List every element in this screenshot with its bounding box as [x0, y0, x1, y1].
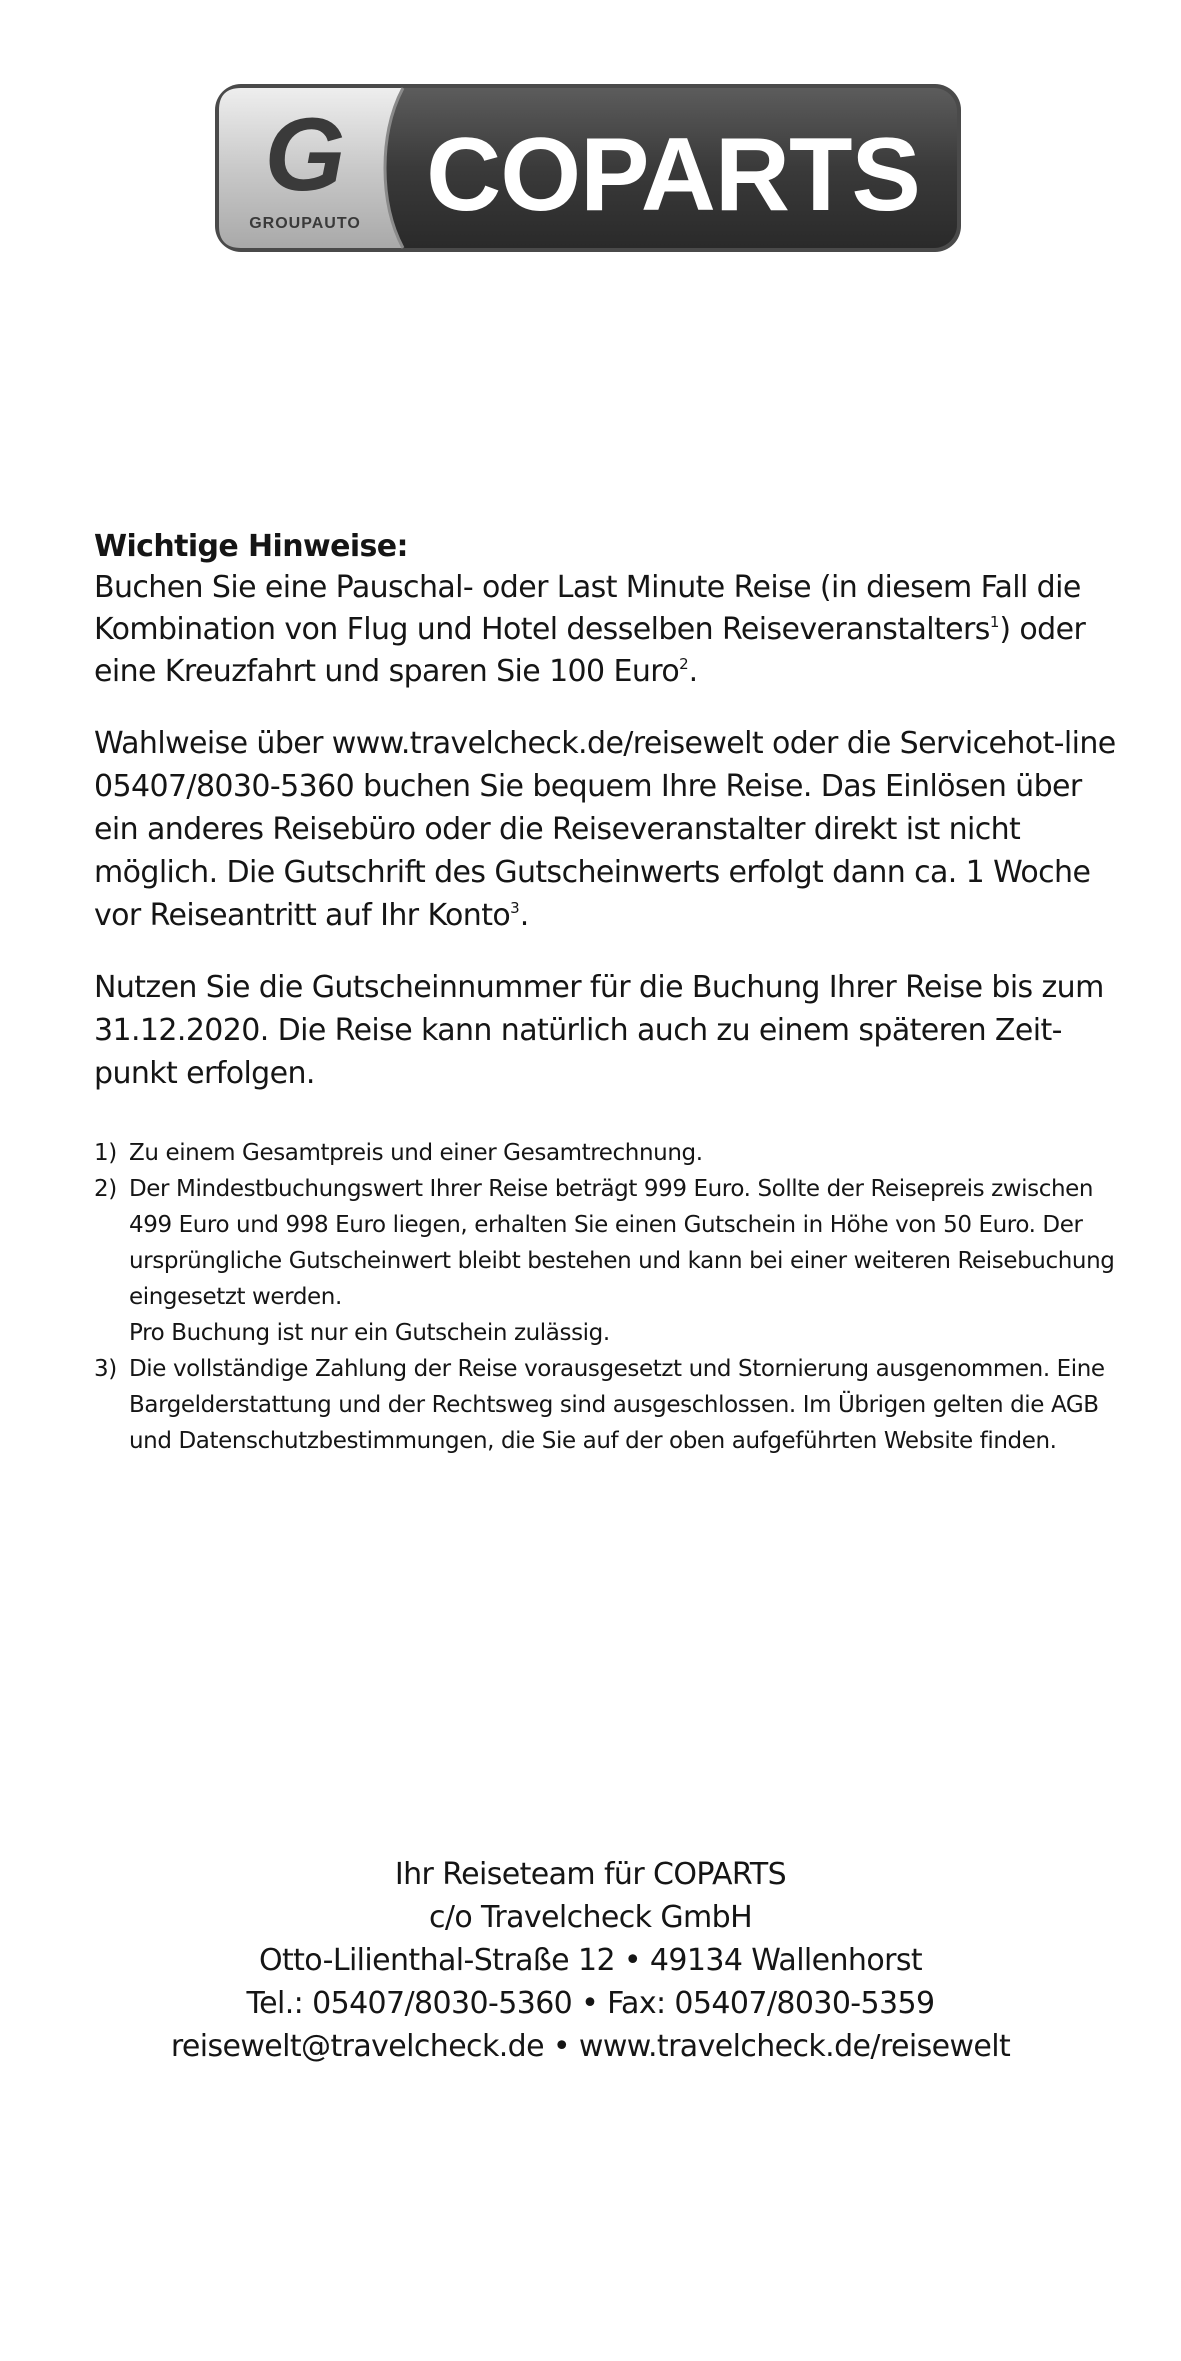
- footnote-ref-1: 1: [989, 613, 1000, 631]
- notice-paragraph-3: Nutzen Sie die Gutscheinnummer für die Buchung Ihrer Reise bis zum 31.12.2020. Die Reise kann natürlich auch zu einem späteren Zeit-punkt erfolgen.: [94, 970, 1104, 1091]
- groupauto-g-mark: [265, 97, 346, 213]
- footer-team-line: Ihr Reiseteam für COPARTS: [394, 1857, 787, 1892]
- notice-heading: Wichtige Hinweise:: [94, 529, 408, 564]
- groupauto-label: GROUPAUTO: [249, 215, 361, 232]
- notice-paragraph-1: Buchen Sie eine Pauschal- oder Last Minute Reise (in diesem Fall die Kombination von Flug und Hotel desselben Reiseveranstalters$^1$) oder eine Kreuzfahrt und sparen Sie 100 Euro$^2$.: [94, 570, 1086, 689]
- footnote-text: Zu einem Gesamtpreis und einer Gesamtrechnung.: [129, 1140, 703, 1166]
- footnote-extra-text: Pro Buchung ist nur ein Gutschein zulässig.: [129, 1320, 610, 1346]
- footnote-text: Die vollständige Zahlung der Reise vorausgesetzt und Stornierung ausgenommen. Eine Bargelderstattung und der Rechtsweg sind ausgeschlossen. Im Übrigen gelten die AGB und Datenschutzbestimmungen, die Sie auf der oben aufgeführten Website finden.: [129, 1356, 1105, 1454]
- svg-text:G: G: [264, 97, 346, 213]
- footnote-body: [129, 1171, 1124, 1351]
- contact-footer: [0, 1853, 1181, 2068]
- footnotes-list: [94, 1135, 1124, 1459]
- footnote-item: [94, 1171, 1124, 1351]
- footer-phone-line: Tel.: 05407/8030-5360 • Fax: 05407/8030-5359: [246, 1986, 935, 2021]
- footnote-ref-3: 3: [510, 899, 520, 917]
- notice-paragraph-2: Wahlweise über www.travelcheck.de/reisewelt oder die Servicehot-line 05407/8030-5360 buchen Sie bequem Ihre Reise. Das Einlösen über ein anderes Reisebüro oder die Reiseveranstalter direkt ist nicht möglich. Die Gutschrift des Gutscheinwerts erfolgt dann ca. 1 Woche vor Reiseantritt auf Ihr Konto$^3$.: [94, 726, 1116, 933]
- coparts-logo: [213, 82, 963, 254]
- footnote-item: [94, 1351, 1124, 1459]
- footer-web-line: reisewelt@travelcheck.de • www.travelcheck.de/reisewelt: [170, 2029, 1011, 2064]
- coparts-wordmark: COPARTS: [426, 117, 920, 233]
- notice-section: [94, 527, 1124, 1459]
- footnote-number: 1): [94, 1140, 117, 1166]
- footer-address-line: Otto-Lilienthal-Straße 12 • 49134 Wallenhorst: [258, 1943, 923, 1978]
- footnote-ref-2: 2: [679, 655, 689, 673]
- footnote-number: 2): [94, 1176, 117, 1202]
- footnote-item: [94, 1135, 1124, 1171]
- footnote-number: 3): [94, 1356, 117, 1382]
- footnote-text: Der Mindestbuchungswert Ihrer Reise beträgt 999 Euro. Sollte der Reisepreis zwischen 499 Euro und 998 Euro liegen, erhalten Sie einen Gutschein in Höhe von 50 Euro. Der ursprüngliche Gutscheinwert bleibt bestehen und kann bei einer weiteren Reisebuchung eingesetzt werden.: [129, 1176, 1115, 1310]
- footer-company-line: c/o Travelcheck GmbH: [428, 1900, 753, 1935]
